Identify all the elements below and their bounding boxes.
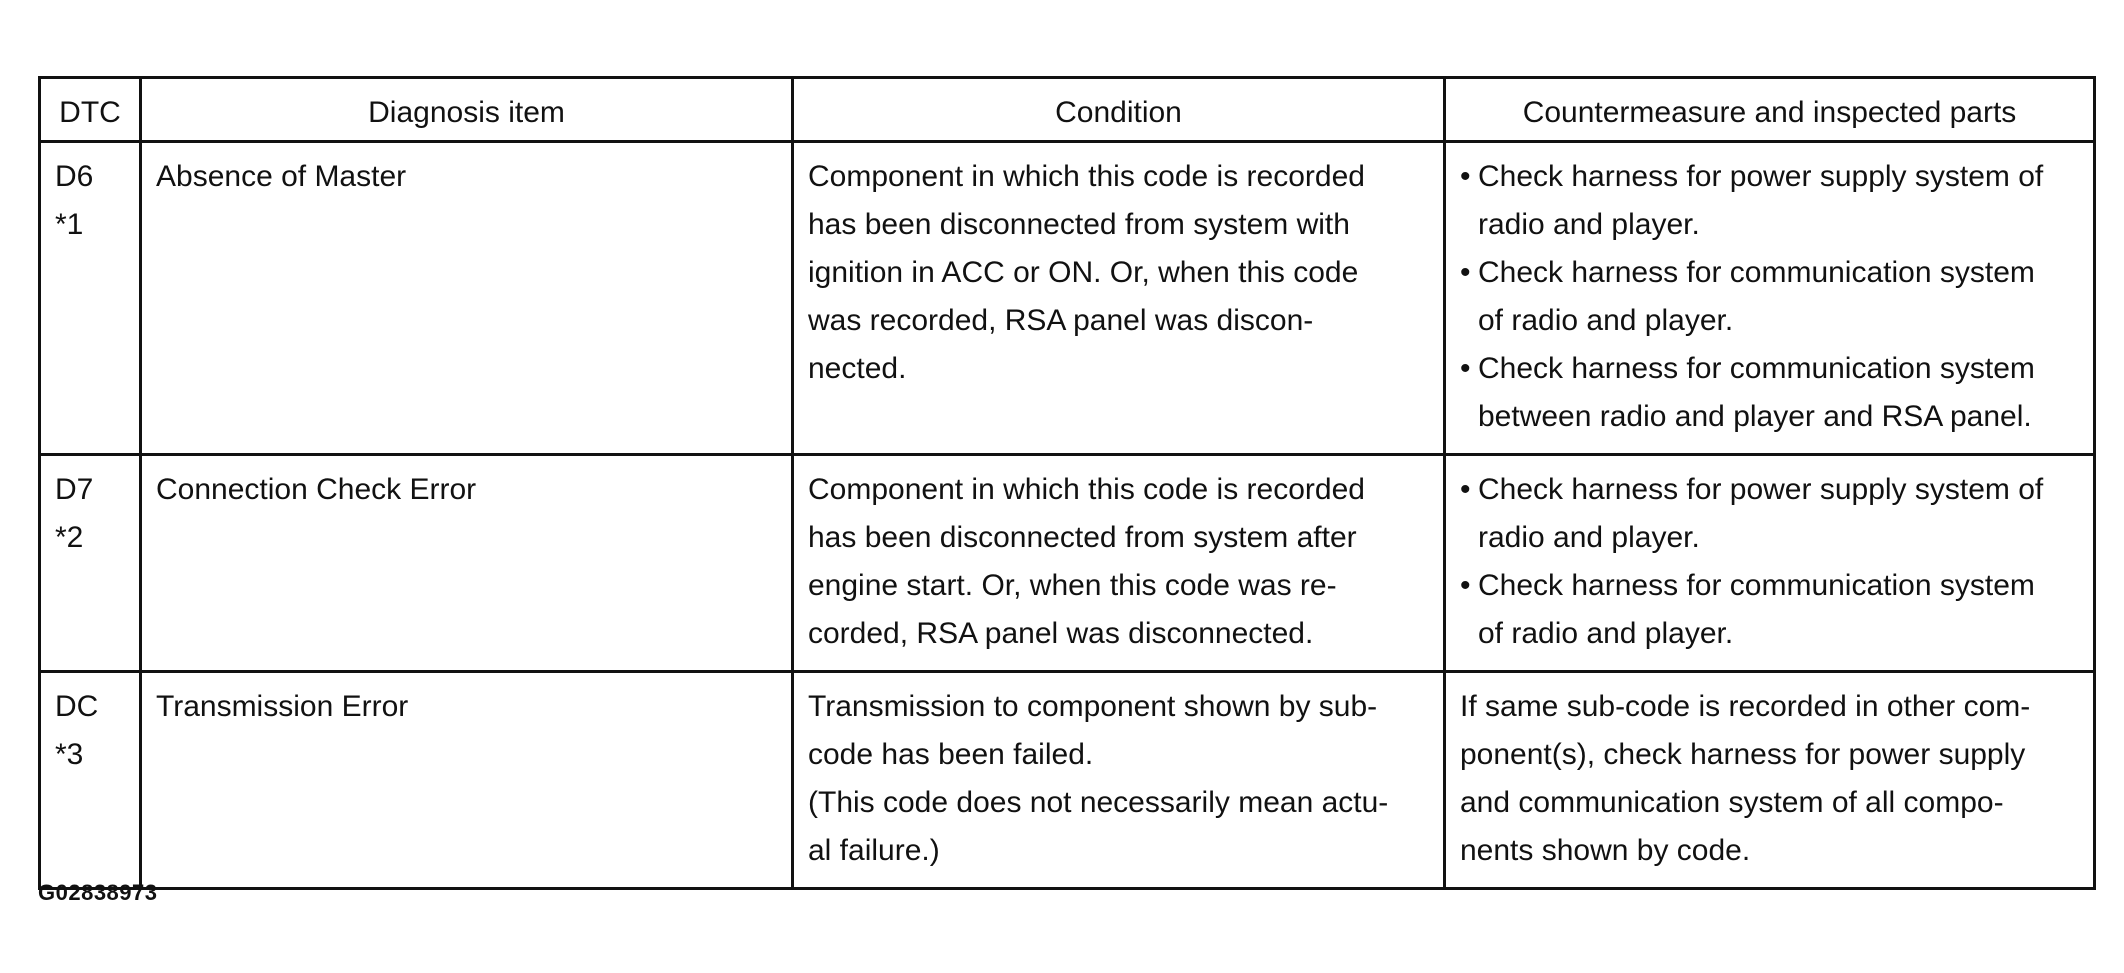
- countermeasure-bullet: [1460, 249, 2079, 345]
- countermeasure-bullet: [1460, 153, 2079, 249]
- figure-id: G02838973: [38, 880, 158, 905]
- countermeasure-cell: [1445, 142, 2095, 455]
- condition-cell: [793, 142, 1445, 455]
- countermeasure-line: of radio and player.: [1478, 617, 1734, 650]
- condition-line: Component in which this code is recorded: [808, 473, 1365, 506]
- countermeasure-line: • Check harness for power supply system of: [1478, 160, 2044, 193]
- diagnosis-item-text: Transmission Error: [156, 690, 409, 723]
- countermeasure-cell: [1445, 455, 2095, 672]
- countermeasure-line: between radio and player and RSA panel.: [1478, 400, 2032, 433]
- countermeasure-cell: [1445, 672, 2095, 889]
- dtc-cell: [40, 672, 141, 889]
- header-countermeasure: Countermeasure and inspected parts: [1445, 78, 2095, 142]
- dtc-code: DC: [55, 690, 99, 723]
- dtc-cell: [40, 142, 141, 455]
- countermeasure-list: [1460, 153, 2079, 441]
- header-condition: Condition: [793, 78, 1445, 142]
- condition-line: Transmission to component shown by sub-: [808, 690, 1378, 723]
- condition-line: nected.: [808, 352, 907, 385]
- countermeasure-bullet: [1460, 562, 2079, 658]
- dtc-note: *2: [55, 521, 84, 554]
- table-row: [40, 142, 2095, 455]
- condition-line: has been disconnected from system after: [808, 521, 1357, 554]
- countermeasure-line: • Check harness for communication system: [1478, 256, 2035, 289]
- diagnosis-item-cell: [141, 672, 793, 889]
- countermeasure-bullet: [1460, 466, 2079, 562]
- countermeasure-line: • Check harness for communication system: [1478, 569, 2035, 602]
- condition-line: has been disconnected from system with: [808, 208, 1350, 241]
- dtc-code: D7: [55, 473, 94, 506]
- diagnosis-item-text: Connection Check Error: [156, 473, 477, 506]
- header-diagnosis-item: Diagnosis item: [141, 78, 793, 142]
- countermeasure-bullet: [1460, 345, 2079, 441]
- condition-line: code has been failed.: [808, 738, 1094, 771]
- countermeasure-line: • Check harness for power supply system of: [1478, 473, 2044, 506]
- table-row: [40, 672, 2095, 889]
- dtc-table: [38, 76, 2096, 890]
- dtc-cell: [40, 455, 141, 672]
- condition-line: was recorded, RSA panel was discon-: [808, 304, 1314, 337]
- countermeasure-line: • Check harness for communication system: [1478, 352, 2035, 385]
- countermeasure-list: [1460, 466, 2079, 658]
- condition-line: Component in which this code is recorded: [808, 160, 1365, 193]
- condition-line: (This code does not necessarily mean actu-: [808, 786, 1389, 819]
- countermeasure-line: radio and player.: [1478, 521, 1700, 554]
- countermeasure-line: ponent(s), check harness for power supply: [1460, 738, 2026, 771]
- countermeasure-line: If same sub-code is recorded in other com-: [1460, 690, 2031, 723]
- countermeasure-line: and communication system of all compo-: [1460, 786, 2004, 819]
- condition-cell: [793, 672, 1445, 889]
- countermeasure-line: nents shown by code.: [1460, 834, 1751, 867]
- diagnosis-item-cell: [141, 455, 793, 672]
- dtc-code: D6: [55, 160, 94, 193]
- table-header-row: [40, 78, 2095, 142]
- condition-cell: [793, 455, 1445, 672]
- condition-line: corded, RSA panel was disconnected.: [808, 617, 1314, 650]
- dtc-note: *3: [55, 738, 84, 771]
- condition-line: al failure.): [808, 834, 940, 867]
- header-dtc: DTC: [40, 78, 141, 142]
- countermeasure-line: radio and player.: [1478, 208, 1700, 241]
- diagnosis-item-text: Absence of Master: [156, 160, 407, 193]
- diagnosis-item-cell: [141, 142, 793, 455]
- condition-line: engine start. Or, when this code was re-: [808, 569, 1337, 602]
- countermeasure-line: of radio and player.: [1478, 304, 1734, 337]
- dtc-note: *1: [55, 208, 84, 241]
- condition-line: ignition in ACC or ON. Or, when this code: [808, 256, 1359, 289]
- table-row: [40, 455, 2095, 672]
